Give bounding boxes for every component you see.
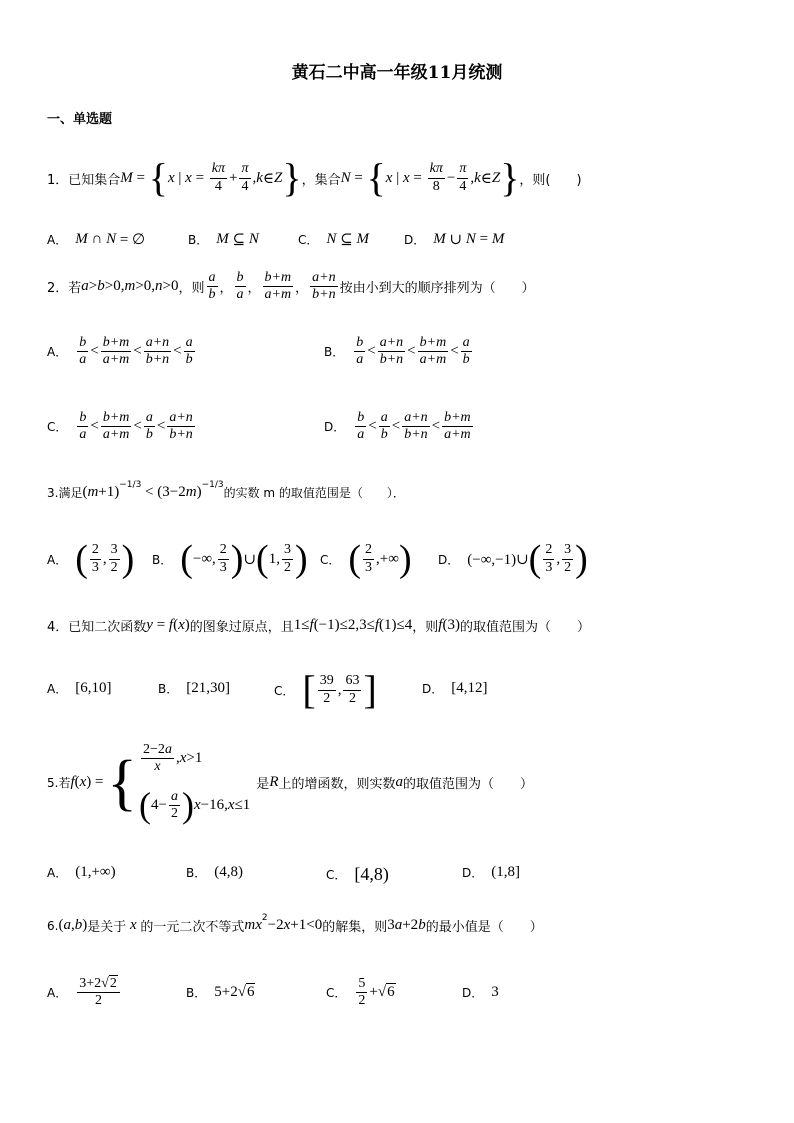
q1-mid: ，集合 xyxy=(301,172,341,188)
q6-mid2: 的一元二次不等式 xyxy=(140,920,245,935)
q4-mid2: ，则 xyxy=(412,620,439,635)
q5-option-d: D． (1,8] xyxy=(462,864,520,880)
q4-option-a: A． [6,10] xyxy=(47,680,112,696)
page-title: 黄石二中高一年级11月统测 xyxy=(291,63,503,83)
q1-option-c: C． N ⊆ M xyxy=(298,231,369,248)
q5-number: 5.若 xyxy=(47,776,71,791)
q2-option-d: D． $\frac{b}{a}$ < $\frac{a}{b}$ < $\frac{a+n}{b+n}$ < $\frac{b+m}{a+m}$ xyxy=(324,410,471,443)
q1-end: ，则( ) xyxy=(519,172,582,188)
q3-number: 3.满足 xyxy=(47,486,83,500)
question-4: 4．已知二次函数 y = f ( x ) 的图象过原点，且 1≤ f (−1)≤2,3≤ f (1)≤4 ，则 f (3) 的取值范围为（ ） xyxy=(47,617,590,635)
q2-option-a: A． $\frac{b}{a}$ < $\frac{b+m}{a+m}$ < $\frac{a+n}{b+n}$ < $\frac{a}{b}$ xyxy=(47,335,193,368)
q1-option-d: D． M ∪ N = M xyxy=(404,231,505,248)
q5-option-a: A． (1,+∞) xyxy=(47,864,116,880)
q3-option-b: B． ( −∞, $\frac{2}{3}$ ) ∪ ( 1, $\frac{3}{2}$ ) xyxy=(152,538,308,580)
q2-number: 2．若 xyxy=(47,281,82,297)
question-6: 6. ( a , b ) 是关于 x 的一元二次不等式 mx $^2$ −2 x +1<0 的解集，则 3 a +2 b 的最小值是（ ） xyxy=(47,912,543,935)
q5-option-c: C． [4,8) xyxy=(326,864,389,884)
q6-mid3: 的解集，则 xyxy=(322,920,388,935)
q5-option-b: B． (4,8) xyxy=(186,864,243,880)
q1-option-a: A． M ∩ N = ∅ xyxy=(47,231,146,248)
q6-option-b: B． 5+2 √6 xyxy=(186,984,255,1000)
q5-end: 的取值范围为（ ） xyxy=(403,777,534,793)
section-heading: 一、单选题 xyxy=(47,112,113,127)
q6-option-d: D． 3 xyxy=(462,984,499,1000)
q4-end: 的取值范围为（ ） xyxy=(459,620,590,635)
q4-option-d: D． [4,12] xyxy=(422,680,488,696)
q2-option-b: B． $\frac{b}{a}$ < $\frac{a+n}{b+n}$ < $\frac{b+m}{a+m}$ < $\frac{a}{b}$ xyxy=(324,335,470,368)
q4-option-b: B． [21,30] xyxy=(158,680,230,696)
q1-number: 1．已知集合 xyxy=(47,172,121,188)
q4-option-c: C． [ $\frac{39}{2}$ , $\frac{63}{2}$ ] xyxy=(274,667,377,712)
question-3: 3.满足 ( m +1) $^{-1/3}$ < (3−2 m ) $^{-1/3}$ 的实数 m 的取值范围是（ ）． xyxy=(47,479,405,500)
q4-number: 4．已知二次函数 xyxy=(47,620,147,635)
q3-end: 的实数 m 的取值范围是（ ）． xyxy=(223,486,405,500)
question-2: 2．若 a > b >0, m >0, n >0 ，则 $\frac{a}{b}$ ， $\frac{b}{a}$ ， $\frac{b+m}{a+m}$ ， $\frac{a+n}{b+n}$ 按由小到大的顺序排列为（ ） xyxy=(47,270,535,303)
q6-end: 的最小值是（ ） xyxy=(425,920,543,935)
q2-mid: ，则 xyxy=(178,281,205,297)
question-1: 1．已知集合 M = { x | x = $\frac{k\pi}{4}$ + $\frac{\pi}{4}$ , k ∈ Z } ，集合 N = { x | x = $\frac{k\pi}{8}$ − $\frac{\pi}{4}$ , k ∈ Z } ，则( ) xyxy=(47,155,582,200)
question-5: 5.若 f ( x ) = { $\frac{2-2a}{x}$ , x >1 ( 4− $\frac{a}{2}$ ) x −16, x ≤1 是 R 上的增函数，则实数 a 的取值范围为（ ） xyxy=(47,742,534,826)
q6-option-a: A． $\frac{3+2√2}{2}$ xyxy=(47,976,122,1009)
q3-option-d: D． (−∞,−1)∪ ( $\frac{2}{3}$ , $\frac{3}{2}$ ) xyxy=(438,538,588,580)
q6-mid: 是关于 xyxy=(87,920,127,935)
q5-mid2: 上的增函数，则实数 xyxy=(278,777,396,793)
q5-mid: 是 xyxy=(256,777,270,793)
q4-mid1: 的图象过原点，且 xyxy=(189,620,294,635)
q3-option-a: A． ( $\frac{2}{3}$ , $\frac{3}{2}$ ) xyxy=(47,538,135,580)
q2-option-c: C． $\frac{b}{a}$ < $\frac{b+m}{a+m}$ < $\frac{a}{b}$ < $\frac{a+n}{b+n}$ xyxy=(47,410,193,443)
q2-end: 按由小到大的顺序排列为（ ） xyxy=(339,281,535,297)
q1-option-b: B． M ⊆ N xyxy=(188,231,259,248)
q3-option-c: C． ( $\frac{2}{3}$ ,+∞ ) xyxy=(320,538,412,580)
q6-number: 6. xyxy=(47,918,59,933)
q6-option-c: C． $\frac{5}{2}$ +√6 xyxy=(326,976,395,1009)
